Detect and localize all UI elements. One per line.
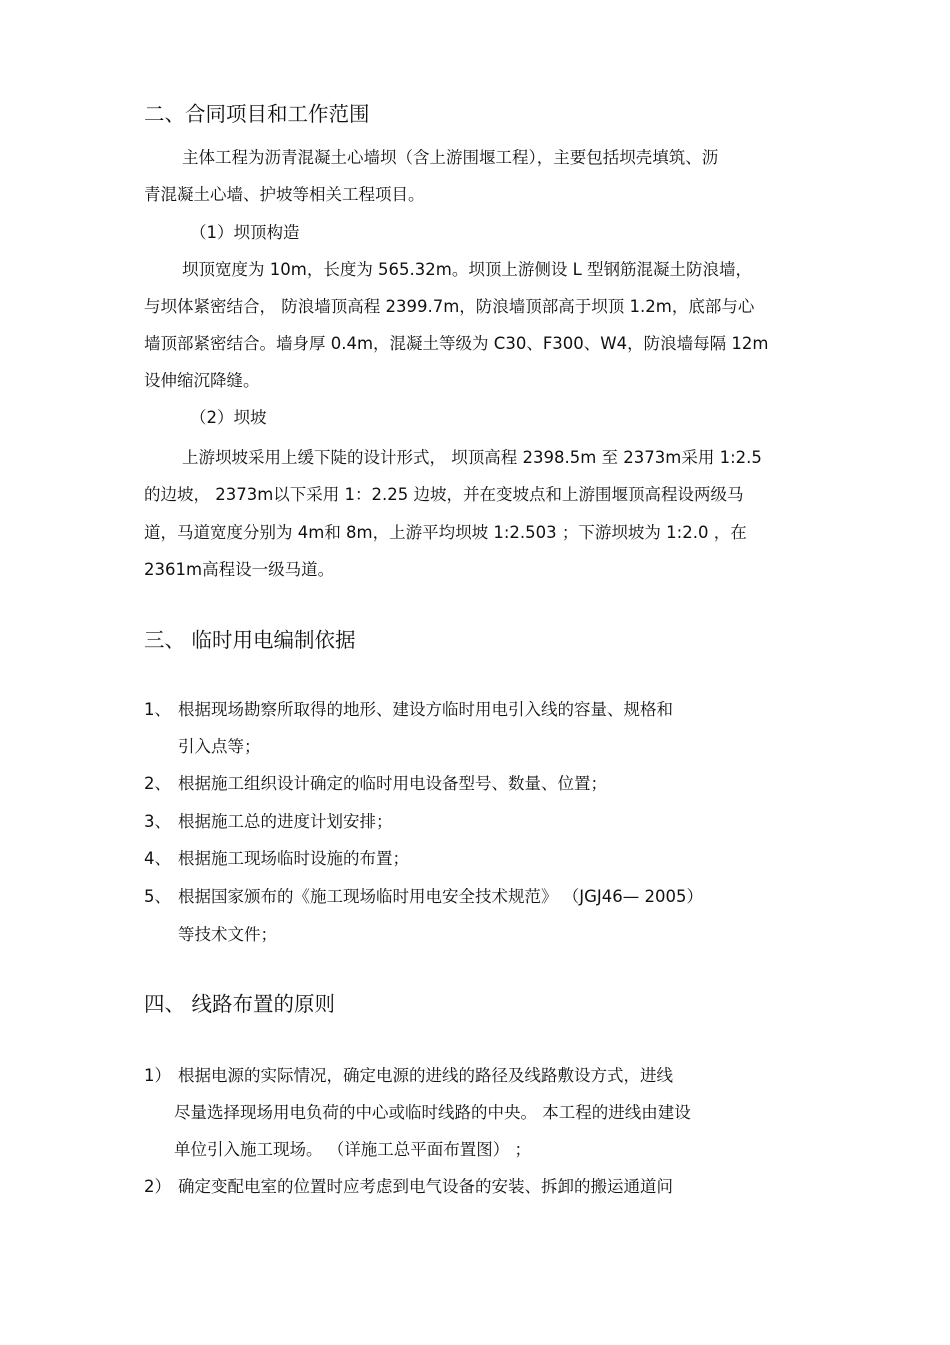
list-item-text: 引入点等；: [178, 737, 261, 756]
paragraph-line: 与坝体紧密结合， 防浪墙顶高程 2399.7m，防浪墙顶部高于坝顶 1.2m，底部与心: [144, 297, 755, 316]
section4-heading: 四、 线路布置的原则: [144, 992, 336, 1016]
list-item-text: 根据电源的实际情况，确定电源的进线的路径及线路敷设方式，进线: [178, 1066, 673, 1085]
list-item-text: 尽量选择现场用电负荷的中心或临时线路的中央。 本工程的进线由建设: [174, 1103, 691, 1122]
list-item-number: 2）: [144, 1177, 171, 1196]
section3-heading: 三、 临时用电编制依据: [144, 628, 356, 652]
list-item-number: 5、: [144, 887, 171, 906]
paragraph-line: 2361m高程设一级马道。: [144, 560, 335, 579]
list-item-number: 2、: [144, 774, 171, 793]
section2-intro-line: 青混凝土心墙、护坡等相关工程项目。: [144, 185, 425, 204]
paragraph-line: 墙顶部紧密结合。墙身厚 0.4m，混凝土等级为 C30、F300、W4，防浪墙每隔 12m: [144, 334, 769, 353]
section2-intro-line: 主体工程为沥青混凝土心墙坝（含上游围堰工程），主要包括坝壳填筑、沥: [182, 148, 719, 167]
list-item-text: 单位引入施工现场。 （详施工总平面布置图） ；: [174, 1140, 531, 1159]
list-item-text: 根据施工总的进度计划安排；: [178, 812, 393, 831]
paragraph-line: 道，马道宽度分别为 4m和 8m，上游平均坝坡 1:2.503 ；下游坝坡为 1:2.0 ，在: [144, 523, 747, 542]
list-item-text: 确定变配电室的位置时应考虑到电气设备的安装、拆卸的搬运通道问: [178, 1177, 673, 1196]
list-item-number: 1、: [144, 700, 171, 719]
list-item-text: 根据施工现场临时设施的布置；: [178, 849, 409, 868]
list-item-text: 根据国家颁布的《施工现场临时用电安全技术规范》 （JGJ46— 2005）: [178, 887, 703, 906]
paragraph-line: 坝顶宽度为 10m，长度为 565.32m。坝顶上游侧设 L 型钢筋混凝土防浪墙，: [182, 260, 753, 279]
list-item-text: 根据现场勘察所取得的地形、建设方临时用电引入线的容量、规格和: [178, 700, 673, 719]
paragraph-line: 上游坝坡采用上缓下陡的设计形式， 坝顶高程 2398.5m 至 2373m采用 1:2.5: [182, 448, 762, 467]
paragraph-line: 设伸缩沉降缝。: [144, 371, 260, 390]
subsection-title: （2）坝坡: [190, 408, 267, 427]
section2-heading: 二、合同项目和工作范围: [144, 102, 370, 126]
subsection-title: （1）坝顶构造: [190, 223, 300, 242]
list-item-text: 等技术文件；: [178, 925, 277, 944]
list-item-number: 4、: [144, 849, 171, 868]
list-item-number: 1）: [144, 1066, 171, 1085]
list-item-text: 根据施工组织设计确定的临时用电设备型号、数量、位置；: [178, 774, 607, 793]
paragraph-line: 的边坡， 2373m以下采用 1：2.25 边坡，并在变坡点和上游围堰顶高程设两级马: [144, 485, 744, 504]
list-item-number: 3、: [144, 812, 171, 831]
